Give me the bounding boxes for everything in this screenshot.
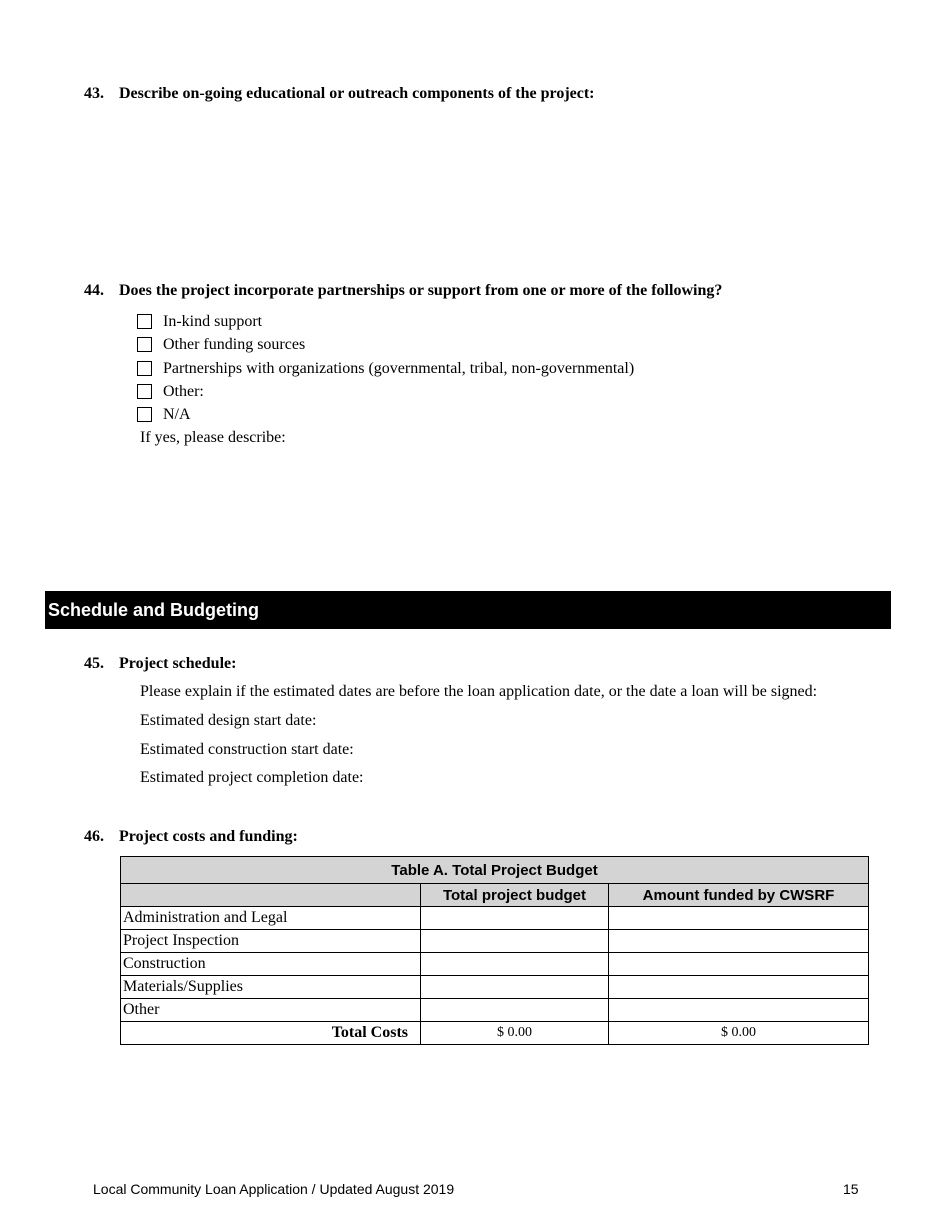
budget-input[interactable] [421, 953, 609, 976]
question-text: Project costs and funding: [119, 828, 298, 845]
construction-start-date: Estimated construction start date: [140, 741, 354, 758]
funded-input[interactable] [609, 999, 869, 1022]
budget-table [120, 856, 869, 1045]
table-row [121, 953, 869, 976]
question-number: 45. [84, 655, 104, 672]
describe-prompt: If yes, please describe: [140, 429, 286, 446]
budget-input[interactable] [421, 930, 609, 953]
option-label: In-kind support [163, 313, 263, 330]
completion-date: Estimated project completion date: [140, 769, 364, 786]
design-start-date: Estimated design start date: [140, 712, 317, 729]
budget-input[interactable] [421, 999, 609, 1022]
row-category: Construction [121, 953, 421, 976]
row-category: Administration and Legal [121, 907, 421, 930]
column-header-total-budget: Total project budget [421, 884, 609, 907]
option-label: N/A [163, 406, 191, 423]
question-number: 44. [84, 282, 104, 299]
table-row [121, 999, 869, 1022]
footer-text: Local Community Loan Application / Updated August 2019 [93, 1181, 455, 1197]
section-header: Schedule and Budgeting [45, 591, 891, 629]
row-category: Materials/Supplies [121, 976, 421, 999]
column-header-cwsrf-funded: Amount funded by CWSRF [609, 884, 869, 907]
total-label: Total Costs [121, 1022, 421, 1045]
budget-input[interactable] [421, 907, 609, 930]
checkbox-na[interactable] [137, 407, 152, 422]
checkbox-partnerships[interactable] [137, 361, 152, 376]
table-row [121, 907, 869, 930]
question-text: Does the project incorporate partnerships or support from one or more of the following? [119, 282, 723, 299]
total-funded-value: $ 0.00 [609, 1022, 869, 1045]
question-number: 46. [84, 828, 104, 845]
table-title: Table A. Total Project Budget [121, 857, 869, 884]
question-text: Describe on-going educational or outreach components of the project: [119, 85, 595, 102]
option-label: Partnerships with organizations (governmental, tribal, non-governmental) [163, 360, 635, 377]
row-category: Project Inspection [121, 930, 421, 953]
funded-input[interactable] [609, 907, 869, 930]
total-budget-value: $ 0.00 [421, 1022, 609, 1045]
schedule-instruction: Please explain if the estimated dates are before the loan application date, or the date a loan will be signed: [140, 683, 818, 700]
budget-input[interactable] [421, 976, 609, 999]
column-header-category [121, 884, 421, 907]
row-category: Other [121, 999, 421, 1022]
checkbox-in-kind-support[interactable] [137, 314, 152, 329]
option-label: Other: [163, 383, 204, 400]
checkbox-other[interactable] [137, 384, 152, 399]
funded-input[interactable] [609, 953, 869, 976]
table-row [121, 976, 869, 999]
funded-input[interactable] [609, 976, 869, 999]
checkbox-other-funding-sources[interactable] [137, 337, 152, 352]
table-row [121, 930, 869, 953]
page-number: 15 [843, 1181, 859, 1197]
option-label: Other funding sources [163, 336, 306, 353]
question-text: Project schedule: [119, 655, 237, 672]
question-number: 43. [84, 85, 104, 102]
total-row [121, 1022, 869, 1045]
funded-input[interactable] [609, 930, 869, 953]
